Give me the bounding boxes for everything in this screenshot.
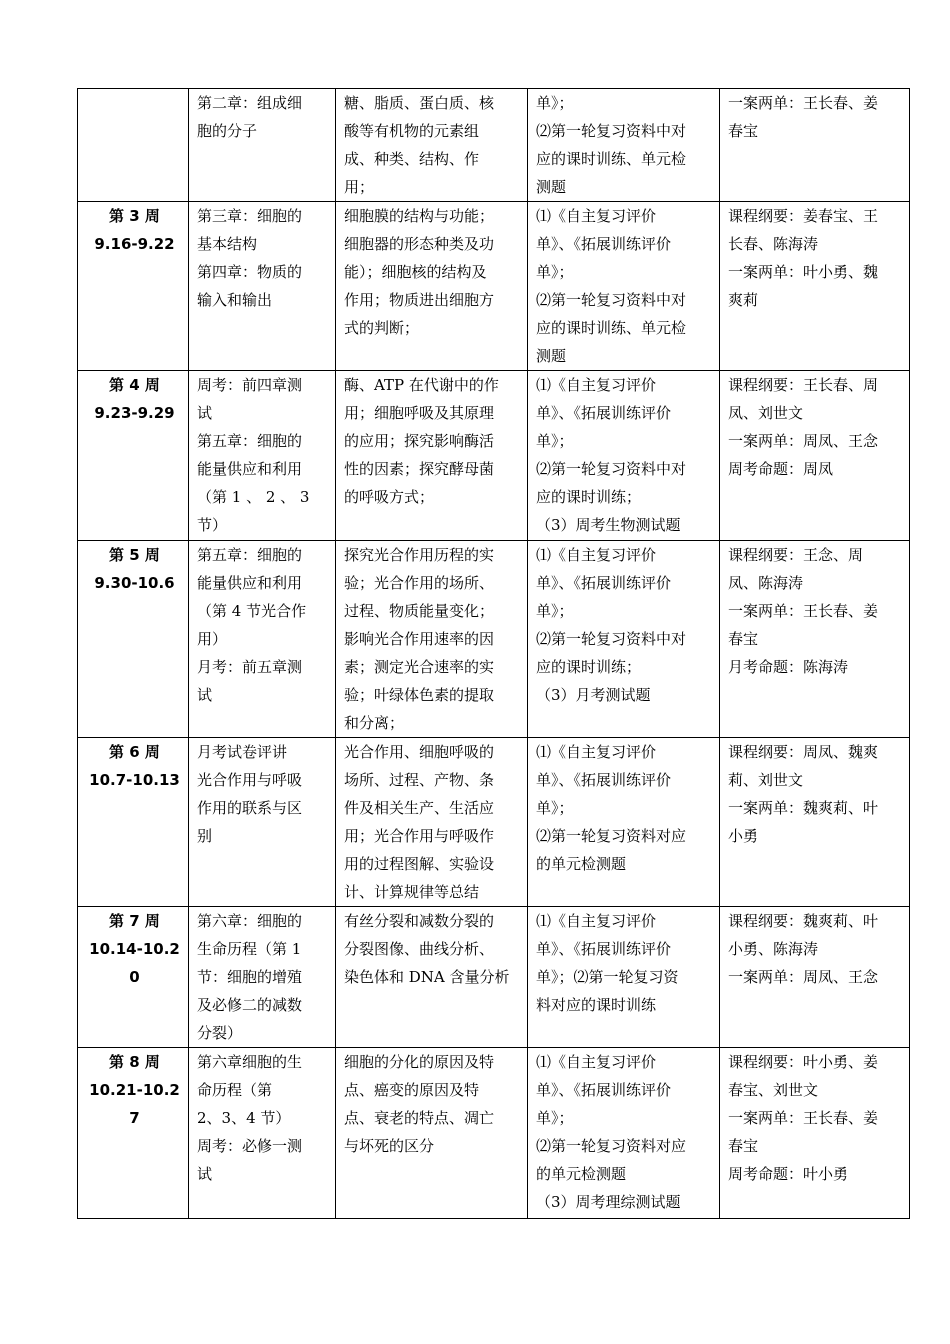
chapter-line: 2、3、4 节）: [197, 1109, 291, 1127]
chapter-line: 试: [197, 686, 213, 704]
owners-line: 一案两单：王长春、姜: [728, 94, 879, 112]
materials-line: 单》、《拓展训练评价: [536, 235, 672, 253]
owners-line: 周考命题：叶小勇: [728, 1165, 849, 1183]
chapter-cell: [189, 202, 336, 371]
week-cell: [78, 371, 189, 541]
content-line: 光合作用、细胞呼吸的: [344, 743, 495, 761]
materials-line: （3）周考生物测试题: [536, 516, 681, 534]
owners-line: 春宝: [728, 122, 759, 140]
owners-line: 课程纲要：周凤、魏爽: [728, 743, 879, 761]
chapter-line: 第二章：组成细: [197, 94, 303, 112]
content-line: 验；叶绿体色素的提取: [344, 686, 495, 704]
content-line: 糖、脂质、蛋白质、核: [344, 94, 495, 112]
content-cell: [336, 1048, 528, 1219]
chapter-line: 能量供应和利用: [197, 574, 303, 592]
chapter-cell: [189, 1048, 336, 1219]
materials-line: 料对应的课时训练: [536, 996, 657, 1014]
content-cell: [336, 202, 528, 371]
chapter-cell: [189, 89, 336, 202]
owners-line: 课程纲要：王长春、周: [728, 376, 879, 394]
week-label: 第 6 周: [109, 743, 160, 761]
owners-cell: [720, 541, 910, 738]
materials-line: 单》；: [536, 1109, 574, 1127]
chapter-cell: [189, 371, 336, 541]
content-line: 分裂图像、曲线分析、: [344, 940, 495, 958]
content-line: 用；细胞呼吸及其原理: [344, 404, 495, 422]
owners-line: 月考命题：陈海涛: [728, 658, 849, 676]
content-line: 成、种类、结构、作: [344, 150, 480, 168]
materials-line: 单》；: [536, 94, 574, 112]
table-row: [78, 89, 910, 202]
materials-line: ⑴《自主复习评价: [536, 376, 657, 394]
chapter-line: 能量供应和利用: [197, 460, 303, 478]
materials-line: ⑴《自主复习评价: [536, 546, 657, 564]
materials-line: 应的课时训练；: [536, 488, 642, 506]
materials-cell: [528, 89, 720, 202]
materials-line: ⑵第一轮复习资料对应: [536, 1137, 687, 1155]
chapter-line: 周考：前四章测: [197, 376, 303, 394]
chapter-line: 输入和输出: [197, 291, 273, 309]
materials-cell: [528, 738, 720, 907]
owners-line: 莉、刘世文: [728, 771, 804, 789]
week-cell: [78, 1048, 189, 1219]
chapter-line: 光合作用与呼吸: [197, 771, 303, 789]
materials-line: 单》；: [536, 263, 574, 281]
table-row: [78, 738, 910, 907]
materials-line: ⑵第一轮复习资料中对: [536, 630, 687, 648]
content-line: 与坏死的区分: [344, 1137, 435, 1155]
owners-line: 凤、陈海涛: [728, 574, 804, 592]
owners-cell: [720, 738, 910, 907]
materials-line: （3）周考理综测试题: [536, 1193, 681, 1211]
materials-line: ⑴《自主复习评价: [536, 207, 657, 225]
chapter-line: 月考试卷评讲: [197, 743, 288, 761]
chapter-line: 第三章：细胞的: [197, 207, 303, 225]
content-line: 作用；物质进出细胞方: [344, 291, 495, 309]
chapter-cell: [189, 738, 336, 907]
week-dates: 10.14-10.20: [89, 940, 180, 986]
chapter-line: 月考：前五章测: [197, 658, 303, 676]
content-line: 细胞器的形态种类及功: [344, 235, 495, 253]
content-line: 影响光合作用速率的因: [344, 630, 495, 648]
week-label: 第 7 周: [109, 912, 160, 930]
materials-line: 单》；⑵第一轮复习资: [536, 968, 679, 986]
week-label: 第 8 周: [109, 1053, 160, 1071]
owners-line: 春宝: [728, 1137, 759, 1155]
materials-line: 单》；: [536, 799, 574, 817]
content-line: 的呼吸方式；: [344, 488, 435, 506]
content-line: 素；测定光合速率的实: [344, 658, 495, 676]
chapter-line: （第 1 、 2 、 3: [197, 488, 310, 506]
materials-line: 测题: [536, 347, 567, 365]
chapter-line: 及必修二的减数: [197, 996, 303, 1014]
chapter-line: 第六章：细胞的: [197, 912, 303, 930]
schedule-table: [77, 88, 910, 1219]
table-row: [78, 907, 910, 1048]
owners-line: 课程纲要：王念、周: [728, 546, 864, 564]
week-cell: [78, 89, 189, 202]
materials-line: ⑴《自主复习评价: [536, 743, 657, 761]
owners-line: 凤、刘世文: [728, 404, 804, 422]
week-cell: [78, 202, 189, 371]
content-line: 性的因素；探究酵母菌: [344, 460, 495, 478]
materials-cell: [528, 541, 720, 738]
owners-line: 春宝、刘世文: [728, 1081, 819, 1099]
chapter-line: 第四章：物质的: [197, 263, 303, 281]
week-cell: [78, 738, 189, 907]
materials-line: 应的课时训练、单元检: [536, 150, 687, 168]
chapter-line: 用）: [197, 630, 228, 648]
materials-line: 测题: [536, 178, 567, 196]
content-line: 能）；细胞核的结构及: [344, 263, 487, 281]
content-line: 细胞膜的结构与功能；: [344, 207, 495, 225]
week-dates: 9.16-9.22: [94, 235, 175, 253]
content-line: 染色体和 DNA 含量分析: [344, 968, 510, 986]
owners-line: 春宝: [728, 630, 759, 648]
content-line: 式的判断；: [344, 319, 420, 337]
content-line: 用；: [344, 178, 375, 196]
chapter-line: 第六章细胞的生: [197, 1053, 303, 1071]
owners-line: 长春、陈海涛: [728, 235, 819, 253]
materials-line: 的单元检测题: [536, 1165, 627, 1183]
week-cell: [78, 907, 189, 1048]
chapter-line: 试: [197, 1165, 213, 1183]
chapter-cell: [189, 907, 336, 1048]
owners-line: 一案两单：周凤、王念: [728, 968, 879, 986]
chapter-line: 第五章：细胞的: [197, 432, 303, 450]
content-cell: [336, 541, 528, 738]
content-line: 用；光合作用与呼吸作: [344, 827, 495, 845]
chapter-line: 作用的联系与区: [197, 799, 303, 817]
week-label: 第 5 周: [109, 546, 160, 564]
owners-line: 一案两单：叶小勇、魏: [728, 263, 879, 281]
materials-line: 的单元检测题: [536, 855, 627, 873]
content-line: 用的过程图解、实验设: [344, 855, 495, 873]
schedule-body: [78, 89, 910, 1219]
content-line: 点、衰老的特点、凋亡: [344, 1109, 495, 1127]
materials-line: 单》、《拓展训练评价: [536, 1081, 672, 1099]
materials-line: 单》；: [536, 432, 574, 450]
table-row: [78, 202, 910, 371]
content-line: 件及相关生产、生活应: [344, 799, 495, 817]
materials-line: ⑴《自主复习评价: [536, 912, 657, 930]
materials-line: 单》、《拓展训练评价: [536, 404, 672, 422]
table-row: [78, 371, 910, 541]
week-dates: 9.23-9.29: [94, 404, 175, 422]
materials-line: 单》；: [536, 602, 574, 620]
chapter-line: 分裂）: [197, 1024, 243, 1042]
materials-line: ⑵第一轮复习资料对应: [536, 827, 687, 845]
chapter-line: 试: [197, 404, 213, 422]
owners-cell: [720, 907, 910, 1048]
materials-line: 单》、《拓展训练评价: [536, 771, 672, 789]
chapter-line: 生命历程（第 1: [197, 940, 302, 958]
materials-line: ⑵第一轮复习资料中对: [536, 122, 687, 140]
week-dates: 10.21-10.27: [89, 1081, 180, 1127]
chapter-line: 别: [197, 827, 213, 845]
content-line: 酸等有机物的元素组: [344, 122, 480, 140]
content-line: 验；光合作用的场所、: [344, 574, 495, 592]
owners-line: 小勇、陈海涛: [728, 940, 819, 958]
materials-line: 应的课时训练、单元检: [536, 319, 687, 337]
materials-cell: [528, 907, 720, 1048]
chapter-line: 第五章：细胞的: [197, 546, 303, 564]
owners-line: 课程纲要：叶小勇、姜: [728, 1053, 879, 1071]
week-dates: 9.30-10.6: [94, 574, 175, 592]
week-dates: 10.7-10.13: [89, 771, 180, 789]
content-cell: [336, 907, 528, 1048]
chapter-line: 节：细胞的增殖: [197, 968, 303, 986]
materials-line: 单》、《拓展训练评价: [536, 940, 672, 958]
materials-line: 单》、《拓展训练评价: [536, 574, 672, 592]
content-line: 有丝分裂和减数分裂的: [344, 912, 495, 930]
owners-line: 一案两单：王长春、姜: [728, 602, 879, 620]
table-row: [78, 541, 910, 738]
chapter-line: （第 4 节光合作: [197, 602, 307, 620]
owners-line: 课程纲要：魏爽莉、叶: [728, 912, 879, 930]
table-row: [78, 1048, 910, 1219]
chapter-line: 胞的分子: [197, 122, 258, 140]
chapter-line: 周考：必修一测: [197, 1137, 303, 1155]
materials-cell: [528, 1048, 720, 1219]
owners-cell: [720, 1048, 910, 1219]
materials-line: ⑵第一轮复习资料中对: [536, 460, 687, 478]
content-line: 场所、过程、产物、条: [344, 771, 495, 789]
content-line: 计、计算规律等总结: [344, 883, 480, 901]
owners-line: 课程纲要：姜春宝、王: [728, 207, 879, 225]
owners-line: 一案两单：魏爽莉、叶: [728, 799, 879, 817]
owners-line: 一案两单：周凤、王念: [728, 432, 879, 450]
content-line: 细胞的分化的原因及特: [344, 1053, 495, 1071]
content-cell: [336, 371, 528, 541]
content-cell: [336, 89, 528, 202]
content-cell: [336, 738, 528, 907]
content-line: 的应用；探究影响酶活: [344, 432, 495, 450]
materials-line: ⑴《自主复习评价: [536, 1053, 657, 1071]
week-cell: [78, 541, 189, 738]
owners-cell: [720, 371, 910, 541]
owners-line: 周考命题：周凤: [728, 460, 834, 478]
content-line: 过程、物质能量变化；: [344, 602, 495, 620]
owners-cell: [720, 202, 910, 371]
chapter-line: 命历程（第: [197, 1081, 273, 1099]
content-line: 和分离；: [344, 714, 405, 732]
content-line: 酶、ATP 在代谢中的作: [344, 376, 499, 394]
week-label: 第 3 周: [109, 207, 160, 225]
chapter-cell: [189, 541, 336, 738]
content-line: 点、癌变的原因及特: [344, 1081, 480, 1099]
week-label: 第 4 周: [109, 376, 160, 394]
chapter-line: 节）: [197, 516, 228, 534]
chapter-line: 基本结构: [197, 235, 258, 253]
materials-cell: [528, 202, 720, 371]
materials-cell: [528, 371, 720, 541]
owners-cell: [720, 89, 910, 202]
materials-line: （3）月考测试题: [536, 686, 651, 704]
content-line: 探究光合作用历程的实: [344, 546, 495, 564]
owners-line: 一案两单：王长春、姜: [728, 1109, 879, 1127]
materials-line: ⑵第一轮复习资料中对: [536, 291, 687, 309]
materials-line: 应的课时训练；: [536, 658, 642, 676]
owners-line: 爽莉: [728, 291, 759, 309]
owners-line: 小勇: [728, 827, 759, 845]
